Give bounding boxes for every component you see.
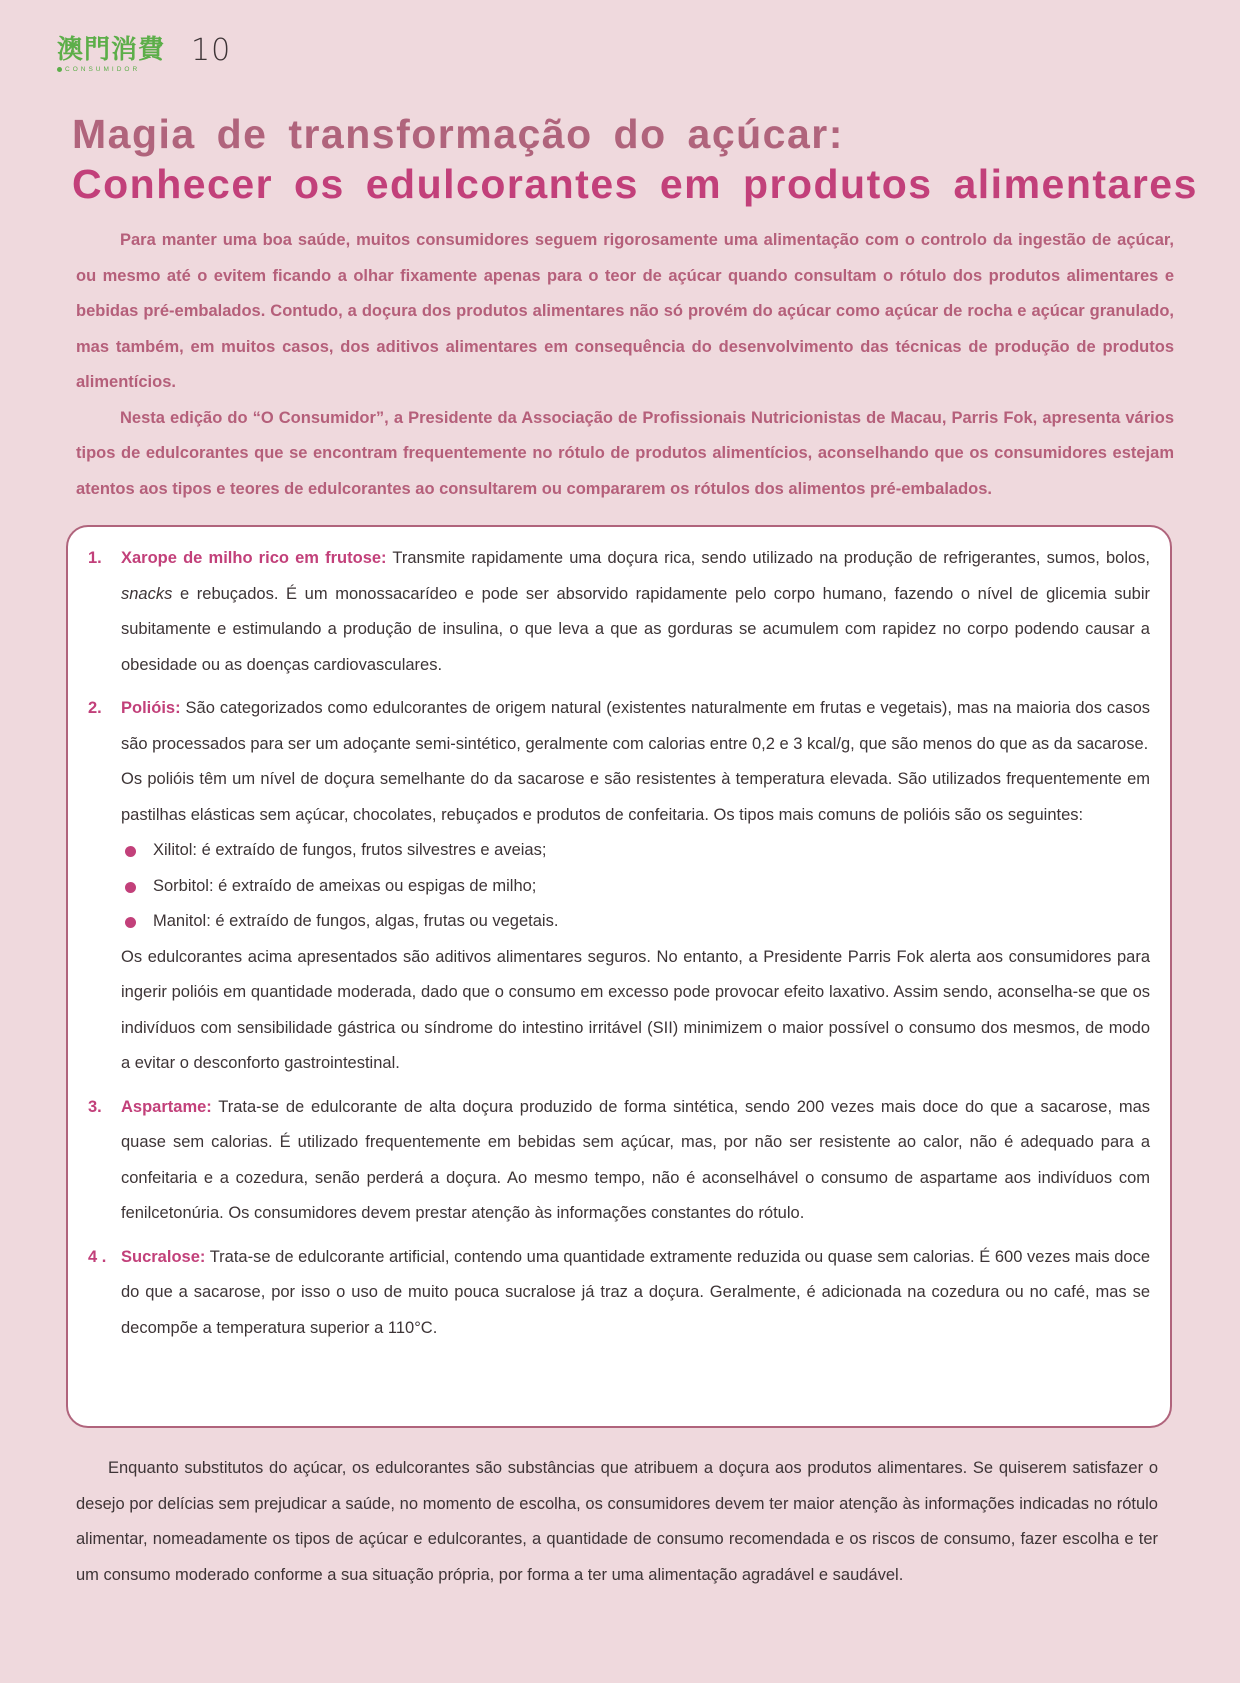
item-number: 1. (88, 549, 102, 567)
bullet-dot-icon (125, 846, 136, 857)
bullet-dot-icon (125, 917, 136, 928)
item-text (121, 1090, 1150, 1232)
list-item (88, 1090, 1150, 1232)
bullet-text: Sorbitol: é extraído de ameixas ou espigas de milho; (153, 876, 537, 895)
item-number: 3. (88, 1097, 102, 1116)
item-term: Xarope de milho rico em frutose: (121, 549, 387, 567)
logo-chinese-text: 澳門消費 (57, 35, 166, 65)
bullet-item (121, 904, 1150, 940)
item-paragraph: Os polióis têm um nível de doçura semelhante do da sacarose e são resistentes à temperatura elevada. São utilizados frequentemente em pastilhas elásticas sem açúcar, chocolates, rebuçados e produtos de confeitaria. Os tipos mais comuns de polióis são os seguintes: (121, 770, 1150, 824)
consumidor-logo (57, 34, 172, 78)
bullet-text: Manitol: é extraído de fungos, algas, frutas ou vegetais. (153, 912, 559, 930)
bullet-text: Xilitol: é extraído de fungos, frutos silvestres e aveias; (153, 841, 547, 859)
item-text (121, 1240, 1150, 1347)
page-number: 10 (191, 33, 232, 68)
intro-text (76, 223, 1174, 507)
sweeteners-list (88, 541, 1150, 1354)
item-body: Trata-se de edulcorante de alta doçura produzido de forma sintética, sendo 200 vezes mais doce do que a sacarose, mas quase sem calorias. É utilizado frequentemente em bebidas sem açúcar, mas, por não ser resistente ao calor, não é adequado para a confeitaria e a cozedura, senão perderá a doçura. Ao mesmo tempo, não é aconselhável o consumo de aspartame aos indivíduos com fenilcetonúria. Os consumidores devem prestar atenção às informações constantes do rótulo. (121, 1097, 1150, 1222)
item-text (121, 691, 1150, 762)
item-paragraph: Os edulcorantes acima apresentados são aditivos alimentares seguros. No entanto, a Presidente Parris Fok alerta aos consumidores para ingerir polióis em quantidade moderada, dado que o consumo em excesso pode provocar efeito laxativo. Assim sendo, aconselha-se que os indivíduos com sensibilidade gástrica ou síndrome do intestino irritável (SII) minimizem o maior possível o consumo dos mesmos, de modo a evitar o desconforto gastrointestinal. (121, 947, 1150, 1072)
item-emphasis: snacks (121, 584, 173, 603)
item-body: Transmite rapidamente uma doçura rica, sendo utilizado na produção de refrigerantes, sumos, bolos, (386, 549, 1150, 567)
title-line-1: Magia de transformação do açúcar: (72, 111, 844, 157)
list-item (88, 691, 1150, 1082)
logo-subtitle (57, 66, 172, 74)
item-body: São categorizados como edulcorantes de origem natural (existentes naturalmente em frutas e vegetais), mas na maioria dos casos são processados para ser um adoçante semi-sintético, geralmente com calorias entre 0,2 e 3 kcal/g, que são menos do que as da sacarose. (121, 699, 1150, 753)
list-item (88, 1240, 1150, 1347)
item-body: e rebuçados. É um monossacarídeo e pode ser absorvido rapidamente pelo corpo humano, fazendo o nível de glicemia subir subitamente e estimulando a produção de insulina, o que leva a que as gorduras se acumulem com rapidez no corpo podendo causar a obesidade ou as doenças cardiovasculares. (121, 584, 1150, 674)
item-term: Sucralose: (121, 1247, 206, 1266)
title-line-2: Conhecer os edulcorantes em produtos alimentares (72, 161, 1198, 207)
bullet-item (121, 869, 1150, 905)
item-number: 2. (88, 699, 102, 717)
intro-paragraph-2: Nesta edição do “O Consumidor”, a Presidente da Associação de Profissionais Nutricionistas de Macau, Parris Fok, apresenta vários tipos de edulcorantes que se encontram frequentemente no rótulo de produtos alimentícios, aconselhando que os consumidores estejam atentos aos tipos e teores de edulcorantes ao consultarem ou compararem os rótulos dos alimentos pré-embalados. (76, 408, 1174, 498)
list-item (88, 541, 1150, 683)
conclusion-paragraph: Enquanto substitutos do açúcar, os edulcorantes são substâncias que atribuem a doçura aos produtos alimentares. Se quiserem satisfazer o desejo por delícias sem prejudicar a saúde, no momento de escolha, os consumidores devem ter maior atenção às informações indicadas no rótulo alimentar, nomeadamente os tipos de açúcar e edulcorantes, a quantidade de consumo recomendada e os riscos de consumo, fazer escolha e ter um consumo moderado conforme a sua situação própria, por forma a ter uma alimentação agradável e saudável. (76, 1459, 1158, 1584)
bullet-item (121, 833, 1150, 869)
polyols-bullet-list (121, 833, 1150, 940)
logo-dot-icon (57, 67, 62, 72)
conclusion-text (76, 1451, 1158, 1593)
item-term: Polióis: (121, 699, 181, 717)
logo-subtitle-text: CONSUMIDOR (65, 66, 141, 73)
item-number: 4 . (88, 1247, 107, 1266)
bullet-dot-icon (125, 882, 136, 893)
item-term: Aspartame: (121, 1097, 212, 1116)
item-body: Trata-se de edulcorante artificial, contendo uma quantidade extramente reduzida ou quase sem calorias. É 600 vezes mais doce do que a sacarose, por isso o uso de muito pouca sucralose já traz a doçura. Geralmente, é adicionada na cozedura ou no café, mas se decompõe a temperatura superior a 110°C. (121, 1247, 1150, 1337)
intro-paragraph-1: Para manter uma boa saúde, muitos consumidores seguem rigorosamente uma alimentação com o controlo da ingestão de açúcar, ou mesmo até o evitem ficando a olhar fixamente apenas para o teor de açúcar quando consultam o rótulo dos produtos alimentares e bebidas pré-embalados. Contudo, a doçura dos produtos alimentares não só provém do açúcar como açúcar de rocha e açúcar granulado, mas também, em muitos casos, dos aditivos alimentares em consequência do desenvolvimento das técnicas de produção de produtos alimentícios. (76, 231, 1174, 391)
item-text (121, 541, 1150, 683)
